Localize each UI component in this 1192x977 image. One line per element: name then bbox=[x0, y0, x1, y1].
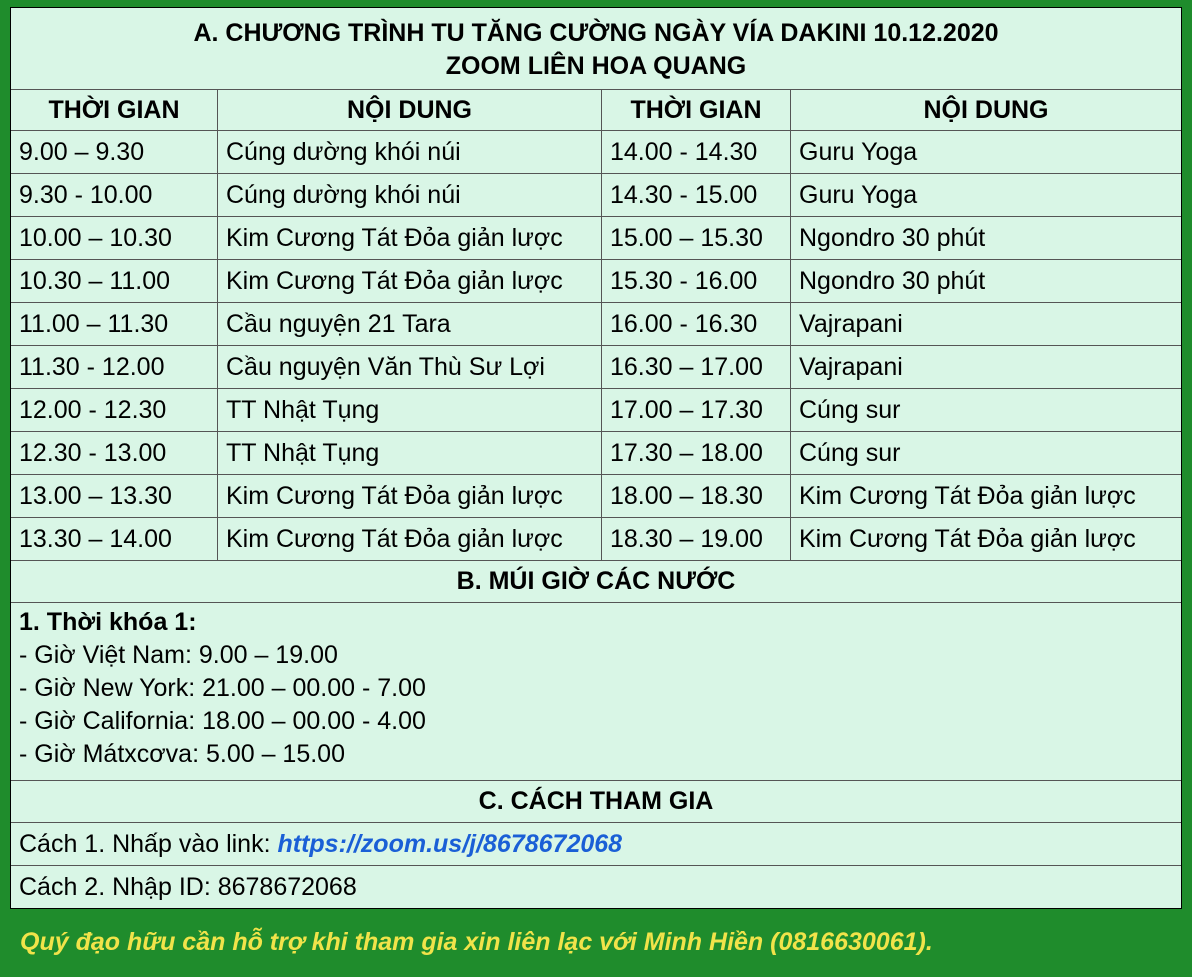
content-cell: Vajrapani bbox=[799, 309, 903, 338]
time-cell: 9.00 – 9.30 bbox=[11, 131, 218, 173]
join-section-title: C. CÁCH THAM GIA bbox=[11, 781, 1181, 823]
content-cell: Kim Cương Tát Đỏa giản lược bbox=[799, 481, 1136, 510]
schedule-header-row bbox=[11, 90, 1181, 131]
content-cell: Kim Cương Tát Đỏa giản lược bbox=[218, 518, 602, 560]
time-cell: 9.30 - 10.00 bbox=[11, 174, 218, 216]
time-cell: 13.00 – 13.30 bbox=[11, 475, 218, 517]
content-cell: Cúng dường khói núi bbox=[218, 131, 602, 173]
header-time-2: THỜI GIAN bbox=[602, 90, 791, 130]
content-cell: Cầu nguyện 21 Tara bbox=[218, 303, 602, 345]
time-cell: 11.00 – 11.30 bbox=[11, 303, 218, 345]
content-cell: Cúng sur bbox=[799, 395, 901, 424]
table-row bbox=[11, 518, 1181, 561]
page-title bbox=[11, 8, 1181, 90]
time-cell: 11.30 - 12.00 bbox=[11, 346, 218, 388]
time-cell: 14.30 - 15.00 bbox=[602, 174, 791, 216]
content-cell: Kim Cương Tát Đỏa giản lược bbox=[218, 217, 602, 259]
table-row bbox=[11, 260, 1181, 303]
content-cell: Guru Yoga bbox=[799, 137, 918, 166]
time-cell: 15.00 – 15.30 bbox=[602, 217, 791, 259]
content-cell: Kim Cương Tát Đỏa giản lược bbox=[218, 475, 602, 517]
timezone-line: - Giờ California: 18.00 – 00.00 - 4.00 bbox=[19, 707, 426, 735]
zoom-link[interactable]: https://zoom.us/j/8678672068 bbox=[277, 829, 623, 858]
table-row bbox=[11, 217, 1181, 260]
time-cell: 18.00 – 18.30 bbox=[602, 475, 791, 517]
timezone-line: - Giờ Việt Nam: 9.00 – 19.00 bbox=[19, 641, 338, 669]
timezone-section bbox=[11, 603, 1181, 781]
table-row bbox=[11, 475, 1181, 518]
time-cell: 10.30 – 11.00 bbox=[11, 260, 218, 302]
content-cell: TT Nhật Tụng bbox=[218, 432, 602, 474]
timezone-section-title: B. MÚI GIỜ CÁC NƯỚC bbox=[11, 561, 1181, 603]
time-cell: 15.30 - 16.00 bbox=[602, 260, 791, 302]
time-cell: 17.00 – 17.30 bbox=[602, 389, 791, 431]
table-row bbox=[11, 131, 1181, 174]
timezone-line: - Giờ New York: 21.00 – 00.00 - 7.00 bbox=[19, 674, 426, 702]
table-row bbox=[11, 346, 1181, 389]
time-cell: 10.00 – 10.30 bbox=[11, 217, 218, 259]
timezone-line: - Giờ Mátxcơva: 5.00 – 15.00 bbox=[19, 740, 345, 768]
content-cell: Kim Cương Tát Đỏa giản lược bbox=[799, 524, 1136, 553]
time-cell: 14.00 - 14.30 bbox=[602, 131, 791, 173]
time-cell: 17.30 – 18.00 bbox=[602, 432, 791, 474]
content-cell: Cầu nguyện Văn Thù Sư Lợi bbox=[218, 346, 602, 388]
table-row bbox=[11, 174, 1181, 217]
table-row bbox=[11, 303, 1181, 346]
content-cell: Guru Yoga bbox=[799, 180, 918, 209]
table-row bbox=[11, 432, 1181, 475]
content-cell: Cúng dường khói núi bbox=[218, 174, 602, 216]
header-time-1: THỜI GIAN bbox=[11, 90, 218, 130]
join-method-1 bbox=[11, 823, 1181, 866]
timezone-subtitle: 1. Thời khóa 1: bbox=[19, 608, 197, 636]
content-cell: Cúng sur bbox=[799, 438, 901, 467]
header-content-1: NỘI DUNG bbox=[218, 90, 602, 130]
time-cell: 16.30 – 17.00 bbox=[602, 346, 791, 388]
schedule-sheet bbox=[10, 7, 1182, 909]
time-cell: 12.00 - 12.30 bbox=[11, 389, 218, 431]
header-content-2: NỘI DUNG bbox=[923, 95, 1049, 124]
time-cell: 13.30 – 14.00 bbox=[11, 518, 218, 560]
table-row bbox=[11, 389, 1181, 432]
time-cell: 16.00 - 16.30 bbox=[602, 303, 791, 345]
join-method-2: Cách 2. Nhập ID: 8678672068 bbox=[19, 872, 357, 901]
content-cell: TT Nhật Tụng bbox=[218, 389, 602, 431]
title-line-1: A. CHƯƠNG TRÌNH TU TĂNG CƯỜNG NGÀY VÍA DAKINI 10.12.2020 bbox=[193, 19, 999, 47]
join-method-1-label: Cách 1. Nhấp vào link: bbox=[19, 829, 278, 858]
time-cell: 18.30 – 19.00 bbox=[602, 518, 791, 560]
content-cell: Kim Cương Tát Đỏa giản lược bbox=[218, 260, 602, 302]
contact-footer: Quý đạo hữu cần hỗ trợ khi tham gia xin liên lạc với Minh Hiền (0816630061). bbox=[20, 928, 933, 956]
content-cell: Ngondro 30 phút bbox=[799, 266, 986, 295]
time-cell: 12.30 - 13.00 bbox=[11, 432, 218, 474]
title-line-2: ZOOM LIÊN HOA QUANG bbox=[445, 52, 747, 80]
content-cell: Vajrapani bbox=[799, 352, 903, 381]
content-cell: Ngondro 30 phút bbox=[799, 223, 986, 252]
